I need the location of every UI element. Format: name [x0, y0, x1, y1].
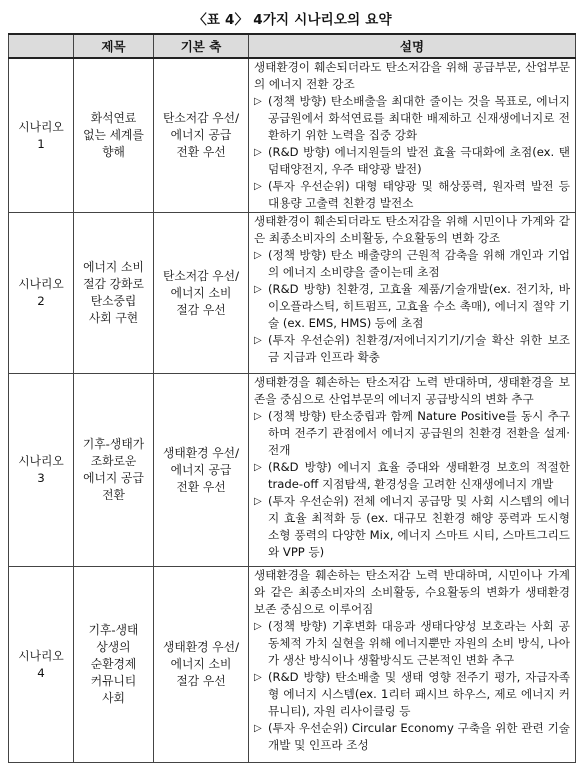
bullet-text: (투자 우선순위) 대형 태양광 및 해상풍력, 원자력 발전 등 대용량 고출력 친환경 발전소	[268, 179, 570, 210]
bullet-text: (투자 우선순위) 전체 에너지 공급망 및 사회 시스템의 에너지 효율 최적화 등 (ex. 대규모 친환경 해양 풍력과 도시형 소형 풍력의 다양한 Mix, 에너지 스마트 시티, 스마트그리드와 VPP 등)	[268, 494, 570, 559]
blank-header-cell	[9, 34, 74, 58]
bullet-text: (정책 방향) 탄소 배출량의 근원적 감축을 위해 개인과 기업의 에너지 소비량을 줄이는데 초점	[268, 248, 570, 279]
bullet-text: (정책 방향) 탄소배출을 최대한 줄이는 것을 목표로, 에너지 공급원에서 화석연료를 최대한 배제하고 신재생에너지로 전환하기 위한 노력을 집중 강화	[268, 94, 570, 142]
scenario-axis: 생태환경 우선/ 에너지 소비 절감 우선	[154, 567, 249, 763]
table-row	[9, 567, 576, 763]
description-bullet	[254, 332, 570, 366]
table-row	[9, 58, 576, 213]
bullet-text: (R&D 방향) 에너지원들의 발전 효율 극대화에 초점(ex. 탠덤태양전지, 우주 태양광 발전)	[268, 145, 570, 176]
description-bullet	[254, 459, 570, 493]
bullet-arrow-icon: ▷	[254, 411, 262, 422]
header-description: 설명	[249, 34, 576, 58]
bullet-arrow-icon: ▷	[254, 335, 262, 346]
description-intro: 생태환경을 훼손하는 탄소저감 노력 반대하며, 생태환경을 보존을 중심으로 산업부문의 에너지 공급방식의 변화 추구	[254, 375, 570, 406]
bullet-arrow-icon: ▷	[254, 96, 262, 107]
description-bullet	[254, 669, 570, 720]
bullet-arrow-icon: ▷	[254, 462, 262, 473]
description-bullet	[254, 720, 570, 754]
scenario-description	[249, 567, 576, 763]
bullet-arrow-icon: ▷	[254, 147, 262, 158]
bullet-arrow-icon: ▷	[254, 621, 262, 632]
description-bullet	[254, 178, 570, 212]
bullet-text: (R&D 방향) 탄소배출 및 생태 영향 전주기 평가, 자급자족형 에너지 시스템(ex. 1리터 패시브 하우스, 제로 에너지 커뮤니티), 자원 리사이클링 등	[268, 670, 570, 718]
bullet-arrow-icon: ▷	[254, 496, 262, 507]
scenario-name: 시나리오 1	[9, 58, 74, 213]
table-row	[9, 213, 576, 374]
bullet-text: (R&D 방향) 에너지 효율 증대와 생태환경 보호의 적절한 trade-off 지점탐색, 환경성을 고려한 신재생에너지 개발	[268, 460, 570, 491]
description-intro: 생태환경이 훼손되더라도 탄소저감을 위해 시민이나 가계와 같은 최종소비자의 소비활동, 수요활동의 변화 강조	[254, 214, 570, 245]
bullet-arrow-icon: ▷	[254, 250, 262, 261]
bullet-arrow-icon: ▷	[254, 181, 262, 192]
description-bullet	[254, 408, 570, 459]
scenario-title: 에너지 소비 절감 강화로 탄소중립 사회 구현	[74, 213, 154, 374]
scenario-axis: 탄소저감 우선/ 에너지 공급 전환 우선	[154, 58, 249, 213]
description-intro: 생태환경을 훼손하는 탄소저감 노력 반대하며, 시민이나 가계와 같은 최종소비자의 소비활동, 수요활동의 변화가 생태환경 보존 중심으로 이루어짐	[254, 568, 570, 616]
scenario-description	[249, 213, 576, 374]
bullet-text: (정책 방향) 탄소중립과 함께 Nature Positive를 동시 추구하며 전주기 관점에서 에너지 공급원의 친환경 전환을 설계·전개	[268, 409, 570, 457]
scenario-axis: 탄소저감 우선/ 에너지 소비 절감 우선	[154, 213, 249, 374]
header-axis: 기본 축	[154, 34, 249, 58]
scenario-description	[249, 58, 576, 213]
bullet-arrow-icon: ▷	[254, 723, 262, 734]
scenario-title: 기후-생태가 조화로운 에너지 공급 전환	[74, 374, 154, 567]
scenario-name: 시나리오 4	[9, 567, 74, 763]
description-bullet	[254, 247, 570, 281]
description-bullet	[254, 281, 570, 332]
bullet-arrow-icon: ▷	[254, 672, 262, 683]
scenario-name: 시나리오 3	[9, 374, 74, 567]
bullet-text: (투자 우선순위) 친환경/저에너지기기/기술 확산 위한 보조금 지급과 인프라 확충	[268, 333, 570, 364]
description-bullet	[254, 618, 570, 669]
bullet-text: (정책 방향) 기후변화 대응과 생태다양성 보호라는 사회 공동체적 가치 실현을 위해 에너지뿐만 자원의 소비 방식, 나아가 생산 방식이나 생활방식도 근본적인 변화 추구	[268, 619, 570, 667]
description-intro: 생태환경이 훼손되더라도 탄소저감을 위해 공급부문, 산업부문의 에너지 전환 강조	[254, 60, 570, 91]
description-bullet	[254, 493, 570, 561]
table-title: 〈표 4〉 4가지 시나리오의 요약	[193, 12, 392, 28]
scenario-name: 시나리오 2	[9, 213, 74, 374]
table-row	[9, 374, 576, 567]
scenario-title: 화석연료 없는 세계를 향해	[74, 58, 154, 213]
bullet-arrow-icon: ▷	[254, 284, 262, 295]
scenario-axis: 생태환경 우선/ 에너지 공급 전환 우선	[154, 374, 249, 567]
scenario-title: 기후-생태 상생의 순환경제 커뮤니티 사회	[74, 567, 154, 763]
bullet-text: (투자 우선순위) Circular Economy 구축을 위한 관련 기술개발 및 인프라 조성	[268, 721, 570, 752]
bullet-text: (R&D 방향) 친환경, 고효율 제품/기술개발(ex. 전기차, 바이오플라스틱, 히트펌프, 고효율 수소 촉매), 에너지 절약 기술 (ex. EMS, HMS) 등에 초점	[268, 282, 570, 330]
header-title: 제목	[74, 34, 154, 58]
description-bullet	[254, 144, 570, 178]
scenario-description	[249, 374, 576, 567]
table-header-row	[9, 34, 576, 58]
description-bullet	[254, 93, 570, 144]
scenario-summary-table	[8, 33, 576, 763]
